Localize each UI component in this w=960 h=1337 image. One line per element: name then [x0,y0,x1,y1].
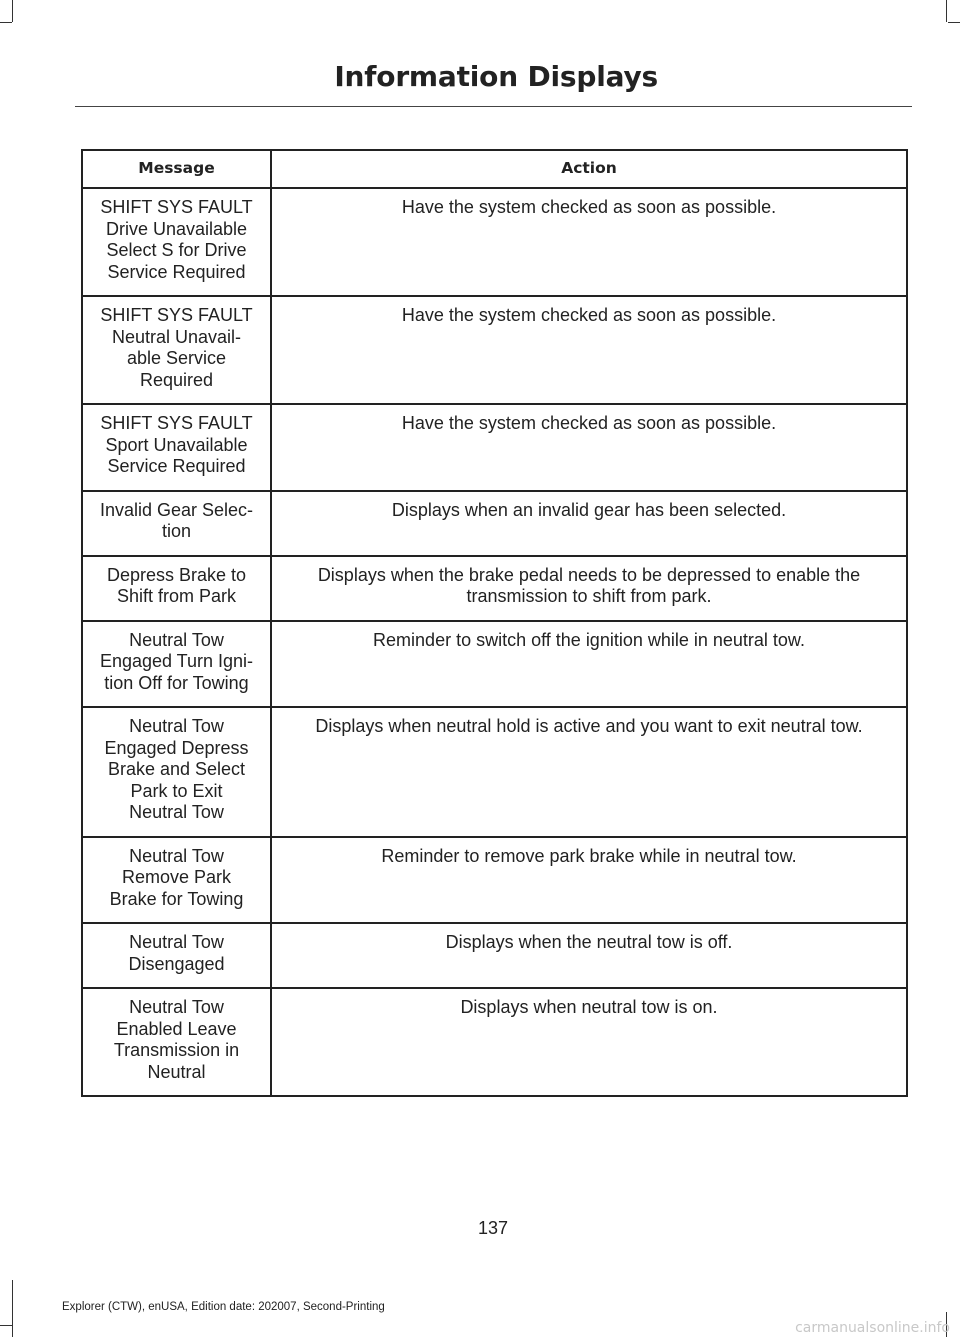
action-cell: Displays when an invalid gear has been selected. [271,491,907,556]
crop-mark [948,22,960,23]
column-header-message: Message [82,150,271,188]
action-cell: Reminder to switch off the ignition while in neutral tow. [271,621,907,708]
page-number: 137 [477,1218,509,1238]
column-header-action: Action [271,150,907,188]
header-divider [75,106,912,107]
crop-mark [0,22,12,23]
action-cell: Displays when neutral tow is on. [271,988,907,1096]
table-row [82,621,907,708]
message-cell: Neutral Tow Engaged Depress Brake and Select Park to Exit Neutral Tow [82,707,271,837]
watermark: carmanualsonline.info [795,1320,950,1336]
action-cell: Have the system checked as soon as possible. [271,404,907,491]
table-row [82,188,907,296]
action-cell: Displays when the neutral tow is off. [271,923,907,988]
table-row [82,491,907,556]
crop-mark [946,0,947,22]
crop-mark [12,0,13,22]
action-cell: Displays when the brake pedal needs to be depressed to enable the transmission to shift from park. [271,556,907,621]
message-cell: SHIFT SYS FAULT Neutral Unavail- able Service Required [82,296,271,404]
message-cell: Neutral Tow Engaged Turn Igni- tion Off for Towing [82,621,271,708]
table-row [82,707,907,837]
edition-footer: Explorer (CTW), enUSA, Edition date: 202007, Second-Printing [62,1301,385,1313]
message-cell: Depress Brake to Shift from Park [82,556,271,621]
table-row [82,296,907,404]
crop-mark [12,1280,13,1337]
message-cell: Neutral Tow Disengaged [82,923,271,988]
table-row [82,988,907,1096]
table-row [82,404,907,491]
message-cell: Invalid Gear Selec- tion [82,491,271,556]
action-cell: Displays when neutral hold is active and you want to exit neutral tow. [271,707,907,837]
table-row [82,837,907,924]
message-cell: SHIFT SYS FAULT Drive Unavailable Select S for Drive Service Required [82,188,271,296]
page-title: Information Displays [334,60,658,93]
message-cell: Neutral Tow Enabled Leave Transmission in Neutral [82,988,271,1096]
message-cell: Neutral Tow Remove Park Brake for Towing [82,837,271,924]
action-cell: Have the system checked as soon as possible. [271,188,907,296]
message-cell: SHIFT SYS FAULT Sport Unavailable Service Required [82,404,271,491]
table-header-row [82,150,907,188]
crop-mark [0,1325,12,1326]
action-cell: Have the system checked as soon as possible. [271,296,907,404]
message-table [81,149,908,1097]
table-row [82,923,907,988]
table-row [82,556,907,621]
action-cell: Reminder to remove park brake while in neutral tow. [271,837,907,924]
